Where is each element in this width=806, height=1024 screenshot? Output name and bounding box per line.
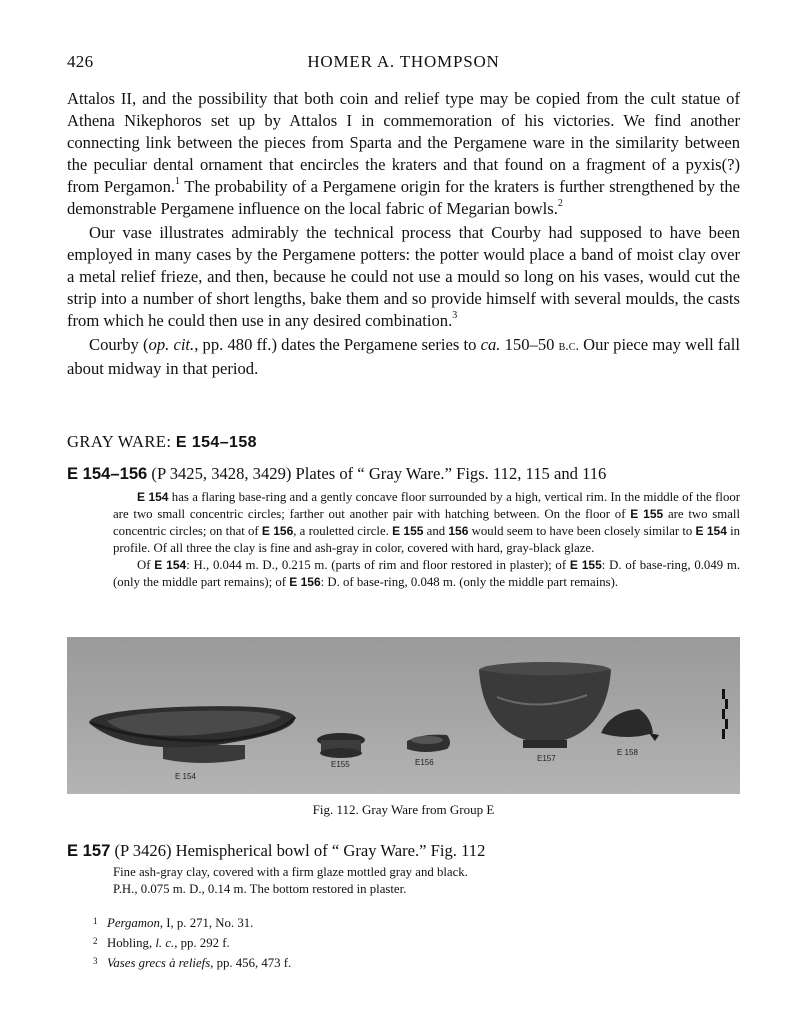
footnote-number: 1 <box>93 916 98 926</box>
description-text: has a flaring base-ring and a gently concave floor surrounded by a high, vertical rim. In the middle of the floor are two small concentric circles; farther out another pair with hatching between. On the floor of <box>113 490 740 521</box>
paragraph-text: Courby ( <box>89 335 149 354</box>
catalogue-description <box>113 864 740 898</box>
paragraph-text: 150–50 <box>500 335 559 354</box>
section-prefix: GRAY WARE: <box>67 432 176 451</box>
item-ref: E 154 <box>695 524 727 538</box>
footnote-text: , pp. 456, 473 f. <box>210 956 292 970</box>
footnote-text: , pp. 292 f. <box>174 936 230 950</box>
fragment-e158 <box>601 709 659 741</box>
catalogue-description <box>113 489 740 591</box>
description-line: Fine ash-gray clay, covered with a firm glaze mottled gray and black. <box>113 865 468 879</box>
figure-caption: Fig. 112. Gray Ware from Group E <box>312 802 495 817</box>
circa-italic: ca. <box>480 335 501 354</box>
fragment-e156 <box>407 735 450 752</box>
item-ref: E 156 <box>289 575 321 589</box>
dimensions-text: : D. of base-ring, 0.048 m. (only the middle part remains). <box>320 575 619 589</box>
catalogue-title: (P 3425, 3428, 3429) Plates of “ Gray Ware.” Figs. 112, 115 and 116 <box>147 464 607 483</box>
dimensions-text: : D. of base-ring, 0.049 m. (only the middle part remains); of <box>113 558 741 589</box>
footnote-ref: 3 <box>452 310 458 322</box>
page-number: 426 <box>67 52 94 71</box>
description-text: would seem to have been closely similar to <box>468 524 696 538</box>
figure-photo <box>67 637 740 794</box>
era-abbrev: b.c. <box>558 339 579 354</box>
footnote-ref: 2 <box>557 198 563 210</box>
footnote-ref: 1 <box>175 176 181 188</box>
footnote <box>93 952 291 972</box>
section-range: E 154–158 <box>175 434 257 451</box>
catalogue-title: (P 3426) Hemispherical bowl of “ Gray Ware.” Fig. 112 <box>110 841 486 860</box>
description-text: in profile. Of all three the clay is fine and ash-gray in color, covered with hard, gray-black glaze. <box>113 524 741 555</box>
dimensions-line: P.H., 0.075 m. D., 0.14 m. The bottom restored in plaster. <box>113 882 407 896</box>
specimen-label: E157 <box>537 754 556 763</box>
description-text: are two small concentric circles; on that of <box>113 507 741 538</box>
specimen-label: E155 <box>331 760 350 769</box>
footnote-text: Hobling, <box>107 936 156 950</box>
catalogue-id: E 154–156 <box>67 464 148 483</box>
specimen-label: E156 <box>415 758 434 767</box>
footnote <box>93 912 291 932</box>
footnote-number: 3 <box>93 956 98 966</box>
section-heading <box>67 432 257 452</box>
catalogue-heading <box>67 841 740 861</box>
body-text <box>67 88 740 380</box>
footnote-title: Pergamon <box>107 916 160 930</box>
paragraph <box>67 88 740 220</box>
bowl-e157 <box>479 662 611 748</box>
footnote-number: 2 <box>93 936 98 946</box>
paragraph-text: , pp. 480 ff.) dates the Pergamene series to <box>194 335 481 354</box>
fragment-e155 <box>317 733 365 758</box>
footnote <box>93 932 291 952</box>
paragraph-text: The probability of a Pergamene origin for the kraters is further strengthened by the demonstrable Pergamene influence on the local fabric of Megarian bowls. <box>67 177 740 218</box>
item-ref: E 156 <box>261 524 294 538</box>
item-ref: E 154 <box>154 558 187 572</box>
paragraph <box>67 222 740 332</box>
paragraph-text: Our vase illustrates admirably the technical process that Courby had supposed to have been employed in many cases by the Pergamene potters: the potter would place a band of moist clay over a metal relief frieze, and then, because he could not use a mould so long on his vases, would cut the strip into a number of short lengths, bake them and so provide himself with several moulds, the casts from which he could then use in any desired combination. <box>67 223 740 330</box>
item-ref: E 154 <box>137 490 169 504</box>
figure-drawing <box>67 637 740 794</box>
footnotes <box>93 912 291 972</box>
specimen-label: E 158 <box>617 748 638 757</box>
item-ref: 156 <box>448 524 469 538</box>
item-ref: E 155 <box>630 507 664 521</box>
catalogue-id: E 157 <box>67 841 111 860</box>
dimensions-paragraph <box>113 557 740 591</box>
specimen-label: E 154 <box>175 772 196 781</box>
catalogue-heading <box>67 464 740 484</box>
footnote-text: , I, p. 271, No. 31. <box>159 916 254 930</box>
footnote-title: Vases grecs à reliefs <box>107 956 211 970</box>
dimensions-text: : H., 0.044 m. D., 0.215 m. (parts of rim and floor restored in plaster); of <box>186 558 570 572</box>
plate-e154 <box>89 706 295 763</box>
description-text: and <box>423 524 449 538</box>
description-text: , a rouletted circle. <box>293 524 393 538</box>
paragraph-text: Attalos II, and the possibility that both coin and relief type may be copied from the cult statue of Athena Nikephoros set up by Attalos I in commemoration of his victories. We find another connecting link between the pieces from Sparta and the Pergamene ware in the similarity between the peculiar dental ornament that encircles the kraters and that found on a fragment of a pyxis(?) from Pergamon. <box>67 89 740 196</box>
dimensions-text: Of <box>137 558 155 572</box>
item-ref: E 155 <box>569 558 602 572</box>
description-paragraph <box>113 489 740 557</box>
footnote-title: l. c. <box>155 936 175 950</box>
paragraph-text: Our piece may well fall about midway in that period. <box>67 335 740 378</box>
item-ref: E 155 <box>392 524 424 538</box>
citation-italic: op. cit. <box>148 335 195 354</box>
page-header <box>67 52 740 74</box>
scale-bar <box>722 689 728 739</box>
paragraph <box>67 334 740 380</box>
running-title: HOMER A. THOMPSON <box>307 52 500 71</box>
